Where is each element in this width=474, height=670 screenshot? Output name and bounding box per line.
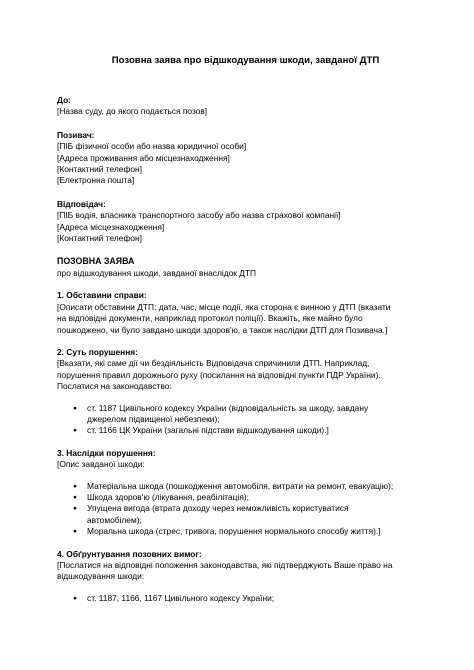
list-item — [75, 403, 434, 426]
claim-header — [57, 256, 434, 279]
section-justification — [57, 549, 434, 605]
section-heading: 1. Обставини справи: — [57, 290, 147, 301]
section-text-line: [Послатися на відповідні положення законодавства, які підтверджують Ваше право на — [57, 560, 393, 570]
section-text-line: [Вказати, які саме дії чи бездіяльність Відповідача спричинили ДТП. Наприклад, — [57, 358, 370, 369]
section-heading: 3. Наслідки порушення: — [57, 447, 156, 458]
plaintiff-line: [Контактний телефон] — [57, 164, 142, 175]
claim-subtitle: про відшкодування шкоди, завданої внаслідок ДТП — [57, 267, 257, 278]
bullet-list — [57, 593, 434, 604]
to-block — [57, 95, 434, 118]
list-item-text: ● Шкода здоров'ю (лікування, реабілітація); — [87, 491, 249, 502]
list-item-text: джерелом підвищеної небезпеки); — [87, 413, 220, 424]
plaintiff-line: [Адреса проживання або місцезнаходження] — [57, 152, 230, 163]
list-item-text: ● ст. 1166 ЦК України (загальні підстави відшкодування шкоди).] — [87, 425, 329, 436]
list-item-text: ● ст. 1187, 1166, 1167 Цивільного кодексу України; — [87, 592, 275, 603]
section-circumstances — [57, 290, 434, 336]
plaintiff-line: [Електронна пошта] — [57, 175, 135, 186]
claim-title: ПОЗОВНА ЗАЯВА — [57, 256, 135, 267]
to-line: [Назва суду, до якого подається позов] — [57, 106, 208, 117]
section-violation — [57, 347, 434, 437]
plaintiff-block — [57, 130, 434, 187]
section-text-line: [Описати обставини ДТП: дата, час, місце події, яка сторона є винною у ДТП (вказати — [57, 301, 391, 312]
plaintiff-label: Позивач: — [57, 129, 95, 140]
list-item — [75, 481, 434, 492]
section-heading: 2. Суть порушення: — [57, 346, 138, 357]
list-item — [75, 503, 434, 526]
section-text-line: на відповідні документи, наприклад протокол поліції). Вкажіть, яке майно було — [57, 313, 363, 324]
defendant-label: Відповідач: — [57, 198, 106, 209]
defendant-line: [ПІБ водія, власника транспортного засобу або назва страхової компанії] — [57, 210, 341, 221]
list-item-text: ● Моральна шкода (стрес, тривога, порушення нормального способу життя).] — [87, 526, 381, 537]
section-consequences — [57, 448, 434, 538]
section-text-line: відшкодування шкоди: — [57, 571, 145, 582]
section-text-line: порушення правил дорожнього руху (посилання на відповідні пункти ПДР України). — [57, 369, 381, 380]
list-item — [75, 425, 434, 436]
to-label: До: — [57, 95, 71, 105]
list-item — [75, 526, 434, 537]
list-item-text: ● Упущена вигода (втрата доходу через неможливість користуватися — [87, 503, 349, 514]
defendant-block — [57, 199, 434, 245]
section-text-line: пошкоджено, чи було завдано шкоди здоров'ю, а також наслідки ДТП для Позивача.] — [57, 324, 388, 335]
bullet-list — [57, 481, 434, 538]
list-item — [75, 492, 434, 503]
section-text-line: Послатися на законодавство: — [57, 381, 172, 392]
defendant-line: [Адреса місцезнаходження] — [57, 221, 165, 232]
list-item-text: автомобілем); — [87, 514, 142, 525]
list-item — [75, 593, 434, 604]
section-heading: 4. Обґрунтування позовних вимог: — [57, 548, 202, 559]
document-title: Позовна заява про відшкодування шкоди, завданої ДТП — [111, 55, 380, 66]
section-text-line: [Опис завданої шкоди: — [57, 459, 145, 470]
bullet-list — [57, 403, 434, 437]
list-item-text: ● ст. 1187 Цивільного кодексу України (відповідальність за шкоду, завдану — [87, 402, 369, 413]
defendant-line: [Контактний телефон] — [57, 233, 142, 244]
plaintiff-line: [ПІБ фізичної особи або назва юридичної особи] — [57, 141, 247, 152]
list-item-text: ● Матеріальна шкода (пошкодження автомобіля, витрати на ремонт, евакуацію); — [87, 480, 394, 491]
